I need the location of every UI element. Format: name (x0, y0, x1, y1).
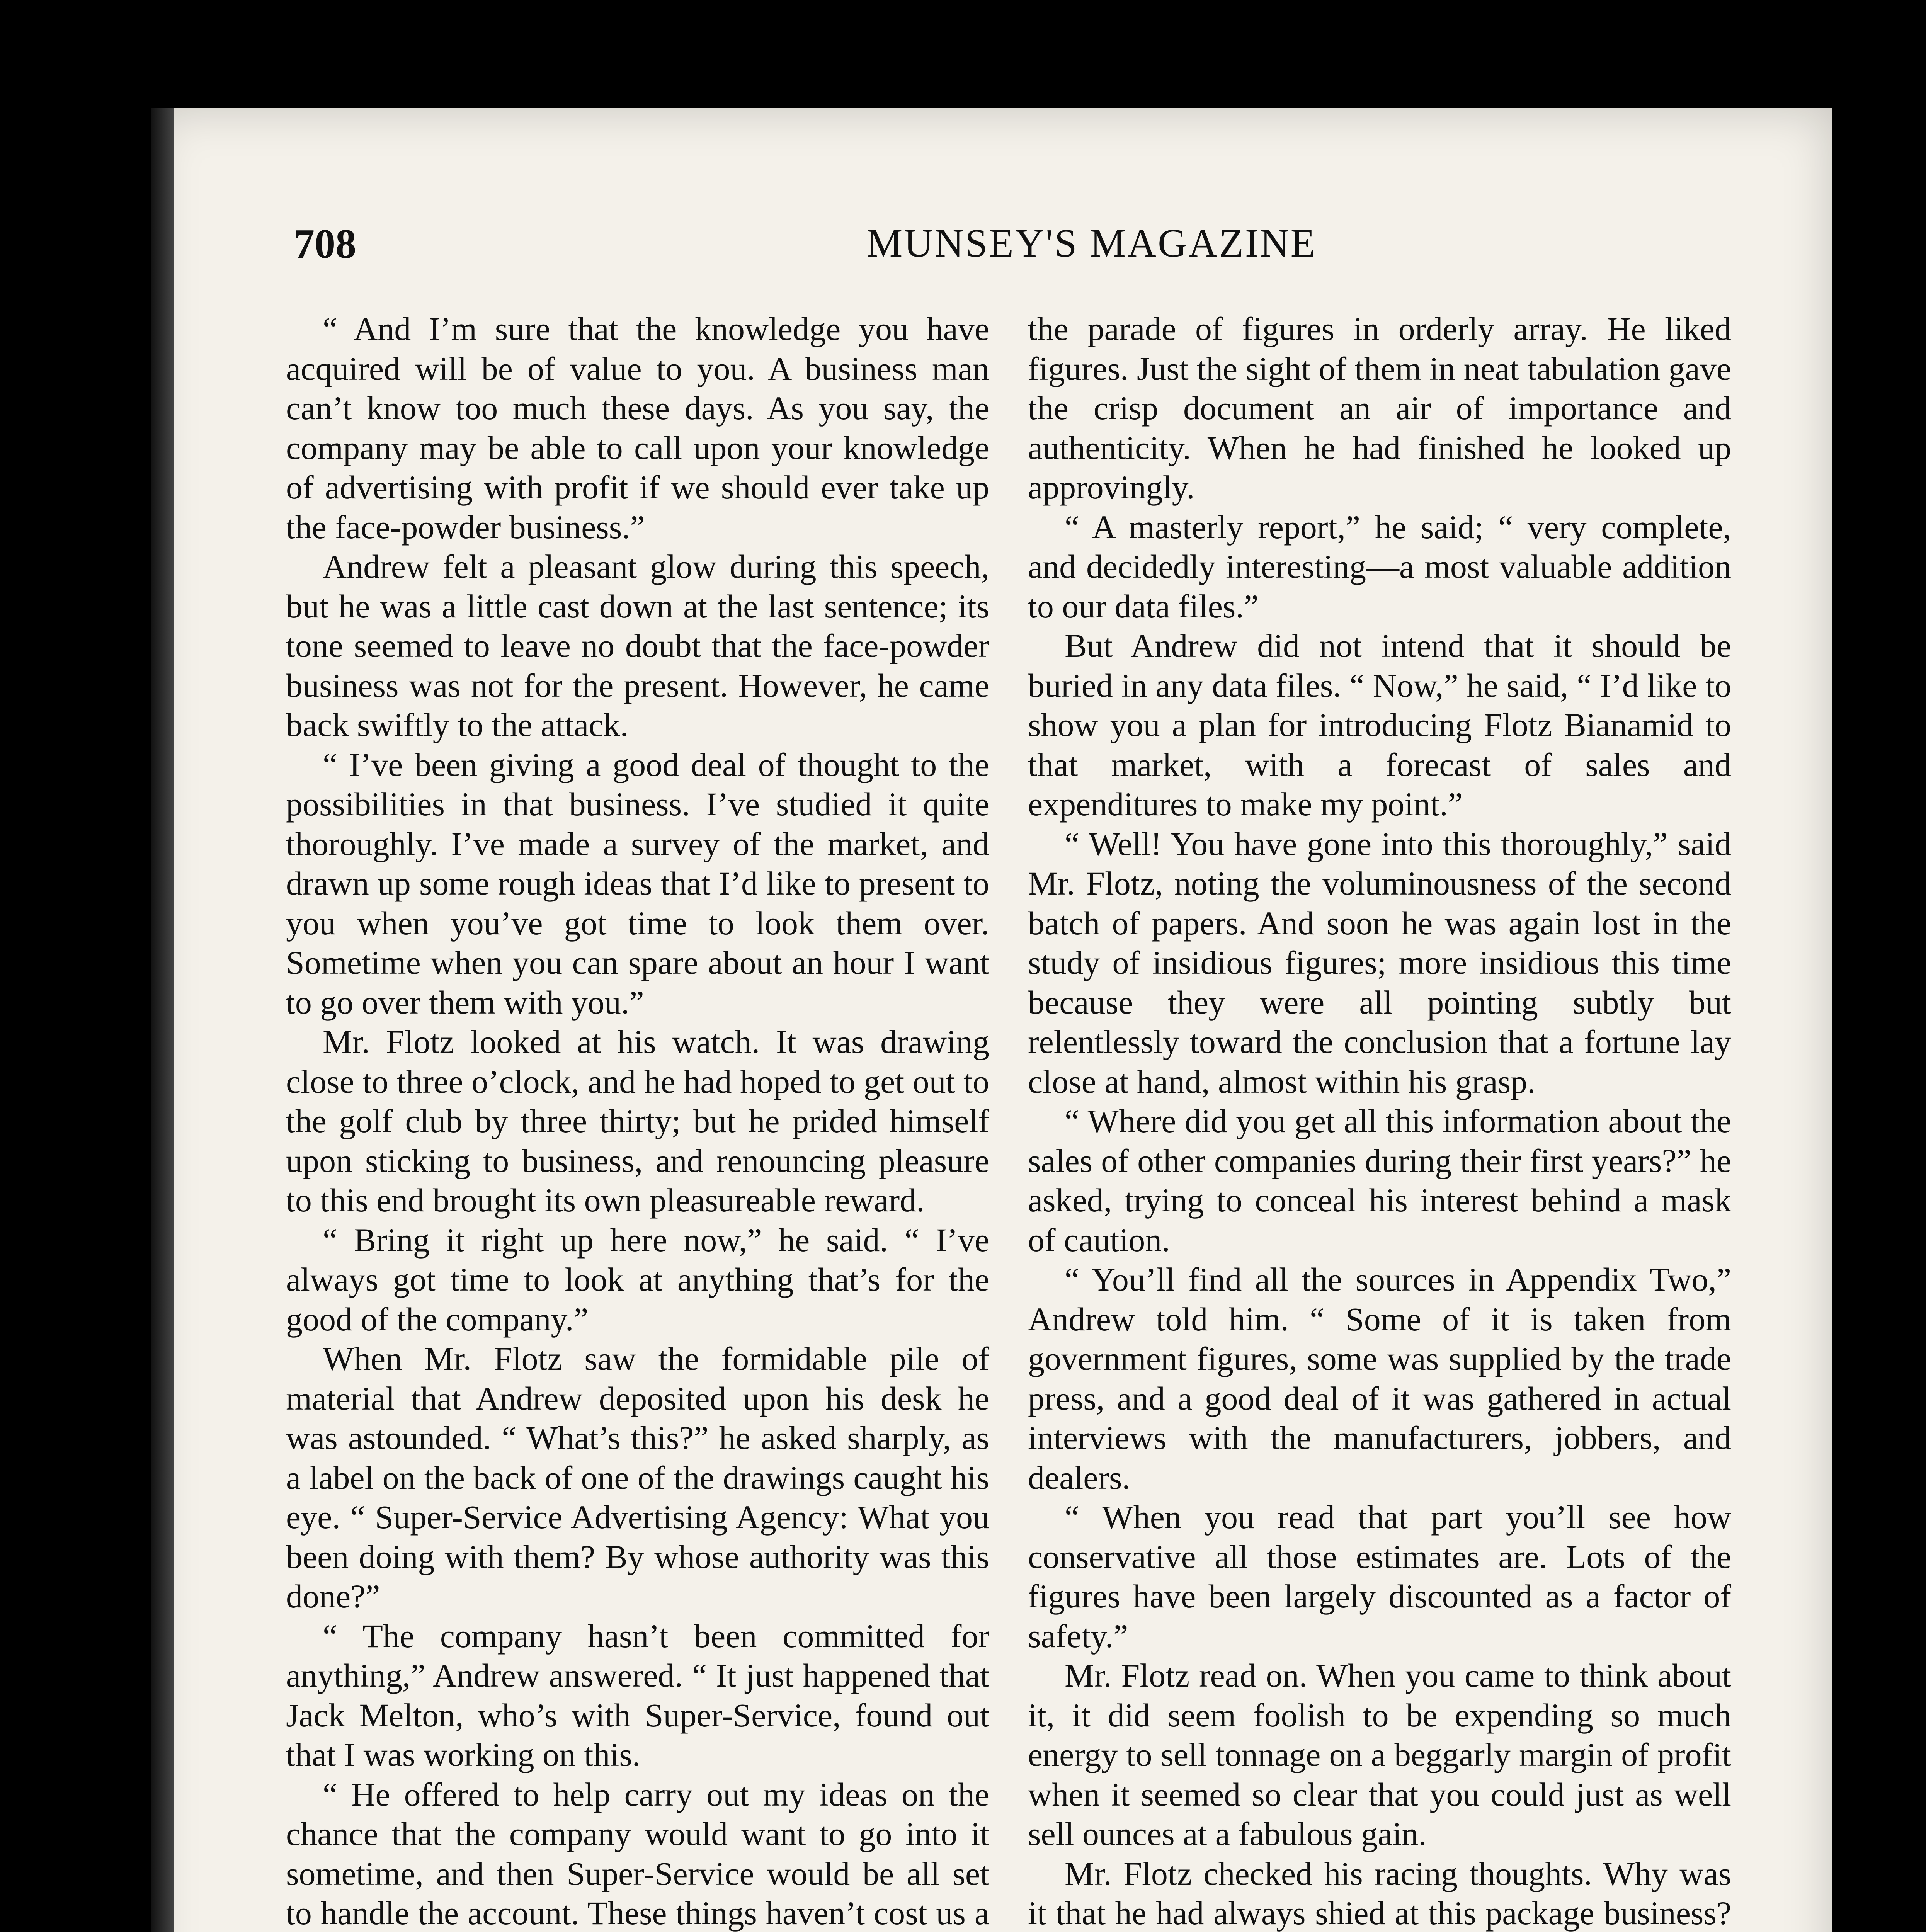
left-column (286, 309, 989, 1932)
paragraph: “ He offered to help carry out my ideas on the chance that the company would want to go into it sometime, and then Super-Service would be all set to handle the account. These things haven’t cost us a (286, 1776, 989, 1932)
paragraph: “ The company hasn’t been committed for anything,” Andrew answered. “ It just happened that Jack Melton, who’s with Super-Service, found out that I was working on this. (286, 1617, 989, 1773)
paragraph: “ Bring it right up here now,” he said. “ I’ve always got time to look at anything that’s for the good of the company.” (286, 1221, 989, 1338)
paragraph: “ Where did you get all this information about the sales of other companies during their first years?” he asked, trying to conceal his interest behind a mask of caution. (1028, 1102, 1731, 1259)
magazine-title: MUNSEY'S MAGAZINE (866, 221, 1317, 265)
paragraph: “ When you read that part you’ll see how conservative all those estimates are. Lots of the figures have been largely discounted as a factor of safety.” (1028, 1498, 1731, 1655)
paragraph: “ A masterly report,” he said; “ very complete, and decidedly interesting—a most valuable addition to our data files.” (1028, 508, 1731, 625)
paragraph: But Andrew did not intend that it should be buried in any data files. “ Now,” he said, “ I’d like to show you a plan for introducing Flotz Bianamid to that market, with a forecast of sales and expenditures to make my point.” (1028, 627, 1731, 823)
paragraph: Mr. Flotz checked his racing thoughts. Why was it that he had always shied at this package business? (1028, 1855, 1731, 1932)
page-header (151, 220, 1832, 290)
paragraph: Mr. Flotz looked at his watch. It was drawing close to three o’clock, and he had hoped to get out to the golf club by three thirty; but he prided himself upon sticking to business, and renouncing pleasure to this end brought its own pleasureable reward. (286, 1023, 989, 1219)
right-column (1028, 309, 1731, 1932)
paragraph: “ I’ve been giving a good deal of thought to the possibilities in that business. I’ve studied it quite thoroughly. I’ve made a survey of the market, and drawn up some rough ideas that I’d like to present to you when you’ve got time to look them over. Sometime when you can spare about an hour I want to go over them with you.” (286, 746, 989, 1021)
paragraph: “ You’ll find all the sources in Appendix Two,” Andrew told him. “ Some of it is taken from government figures, some was supplied by the trade press, and a good deal of it was gathered in actual interviews with the manufacturers, jobbers, and dealers. (1028, 1261, 1731, 1496)
paragraph: “ Well! You have gone into this thoroughly,” said Mr. Flotz, noting the voluminousness of the second batch of papers. And soon he was again lost in the study of insidious figures; more insidious this time because they were all pointing subtly but relentlessly toward the conclusion that a fortune lay close at hand, almost within his grasp. (1028, 825, 1731, 1100)
page-number: 708 (294, 221, 356, 267)
page-binding-edge (151, 108, 174, 1932)
paragraph: the parade of figures in orderly array. He liked figures. Just the sight of them in neat tabulation gave the crisp document an air of importance and authenticity. When he had finished he looked up approvingly. (1028, 310, 1731, 506)
paragraph: “ And I’m sure that the knowledge you have acquired will be of value to you. A business man can’t know too much these days. As you say, the company may be able to call upon your knowledge of advertising with profit if we should ever take up the face-powder business.” (286, 310, 989, 546)
paragraph: Andrew felt a pleasant glow during this speech, but he was a little cast down at the last sentence; its tone seemed to leave no doubt that the face-powder business was not for the present. However, he came back swiftly to the attack. (286, 548, 989, 743)
magazine-page (151, 108, 1832, 1932)
paragraph: Mr. Flotz read on. When you came to think about it, it did seem foolish to be expending so much energy to sell tonnage on a beggarly margin of profit when it seemed so clear that you could just as well sell ounces at a fabulous gain. (1028, 1657, 1731, 1852)
paragraph: When Mr. Flotz saw the formidable pile of material that Andrew deposited upon his desk he was astounded. “ What’s this?” he asked sharply, as a label on the back of one of the drawings caught his eye. “ Super-Service Advertising Agency: What you been doing with them? By whose authority was this done?” (286, 1340, 989, 1615)
